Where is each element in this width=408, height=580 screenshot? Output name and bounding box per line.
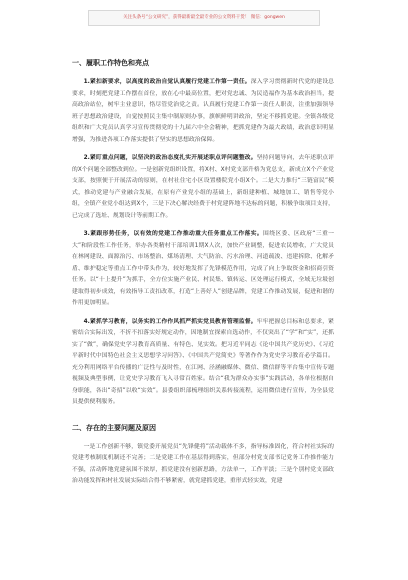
paragraph-4-body: 牢牢把握总目标和总要求，紧密结合实际出发，不折不扣落实好规定动作，因地制宜探索自选动作，不仅突出了“学”和“实”，还抓实了“做”，确保党史学习教育高质量、有特色、见实效。把习近平同志《论中国共产党历史》、《习近平新时代中国特色社会主义思想学习问答》、《中国共产党简史》等著作作为党史学习教育必学篇目。充分利用网络平台传播的广泛性与及时性，在江网、泾涵融媒体、微信、微信群等平台集中宣传专题视频及典型事例，让党史学习教育飞入寻常百姓家。结合“我为群众办实事”实践活动，各单位根据自身职能，各出“奇招”以收“实效”。县委组织部梳理组织关系转接流程，运用微信进行宣传，为全县党员提供便利服务。 [72,318,334,405]
paragraph-5 [72,442,334,488]
paragraph-1-lead: 1.紧扣新要求，以高度的政治自觉认真履行党建工作第一责任。 [83,79,251,85]
section-heading-1: 一、履职工作特色和亮点 [72,59,149,67]
paragraph-3-body: 围绕区委、区政府“三重一大”和阶段性工作任务，举办各类精村干部培训1期X人次，加快产业调整，促进农民增收，广大党员在林网建设、面源治污、市场整治、煤场清理、大气防治、污水治理、河道疏浚、违建拆除、化解矛盾、维护稳定等重点工作中带头作为，较好地发挥了先锋模范作用，完成了向上争取资金和招商引资任务。以“十上提升”为抓手，全方位实施产业民、村民集、镇转运、区处理运行模式，全域无垃圾创建取得初步成效，有效指导工责扣改革，打造“上善好人”创建品牌，党建工作推动发展，促进和谐的作用更加明显。 [72,231,334,306]
paragraph-2-body: 坚持问题导向，去年述职点评的X个问题全部整改到位。一是创新党组织设置，将X村、X村党支部升格为党总支，新成立X个产业党支部，按照便于开展活动的原则，在村社住宅小区设置楼院党小组X个。二是大力推行“三链富民”模式，推动党建与产业融合发展，在原有产业党小组的基础上，新组建种植、城地加工、销售等党小组，全镇产业党小组达到X个，三是下决心解决经费于村党建阵地不达标的问题，积极争取项目支持，已完成了选址、规划设计等前期工作。 [72,155,334,219]
paragraph-2-lead: 2.紧盯重点问题，以坚决的政治态度扎实开展述职点评问题整改。 [83,155,257,161]
paragraph-4 [72,317,334,409]
paragraph-4-lead: 4.紧抓学习教育，以务实的工作作风抓严抓实党员教育管理监督。 [83,318,257,325]
section-heading-2: 二、存在的主要问题及原因 [72,423,156,432]
paragraph-3 [72,229,334,310]
promo-banner-text: 关注头条号“公文研究”，获得最新最全最专业的公文资料干货！ 微信：gongwen [123,15,285,20]
paragraph-5-body: 一是工作创新不够，镇党委开展党员“先锋健将”活动载体不多，指导标准固化，符合村社实际的党建考核制度机制还不完善；二是党建工作在基层得到落实，但部分村党支部书记党务工作推作能力不强，活动阵地党建氛围不浓厚，抓党建没有创新思路，方法单一，工作平淡；三是个别村党支部政治功能发挥和村社发展实际结合得不够紧密，就党建抓党建，重形式轻实效，党建 [72,443,334,484]
paragraph-3-lead: 3.紧跟形势任务，以有效的党建工作推动重大任务重点工作落实。 [83,231,264,237]
paragraph-2 [72,153,334,222]
document-body [72,40,334,570]
paragraph-1 [72,77,334,146]
promo-banner [88,10,320,26]
paragraph-1-body: 深入学习贯彻新时代党的建设总要求，时刻把党建工作摆在首位，放在心中最高位置，把对党忠诚、为民造福作为基本政治担当，提高政治站位，树牢主业意识，恪尽管党治党之责。认真履行党建工作第一责任人职责，注重加强领导班子思想政治建设，自觉按照民主集中制原则办事，旗帜鲜明讲政治，坚定不移抓党建。全镇各级党组织和广大党员认真学习宣传贯彻党的十九届六中全会精神，把抓党建作为最大政绩，政治意识明显增强，为推进各项工作落实提供了坚实的思想政治保障。 [72,79,334,143]
